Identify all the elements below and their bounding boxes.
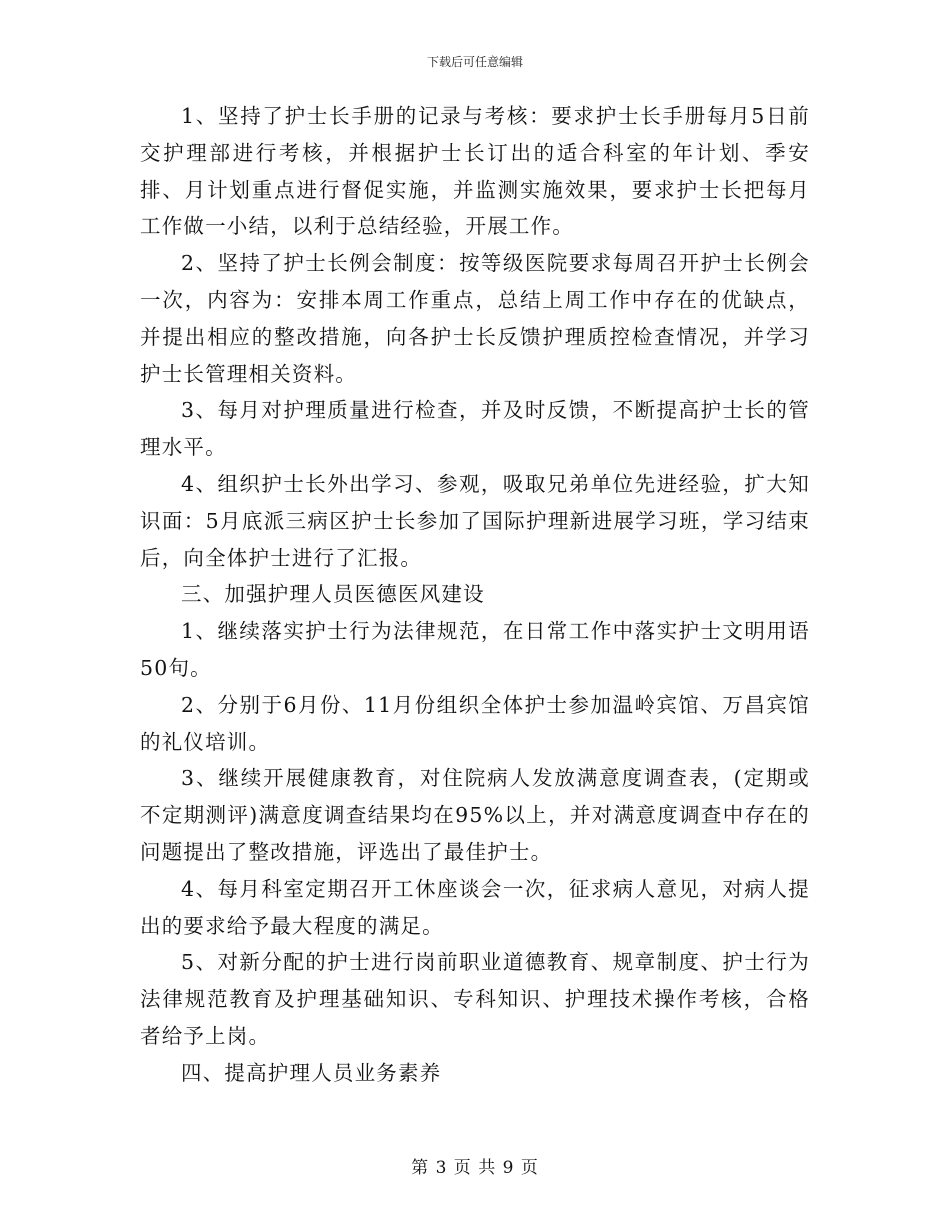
paragraph-7: 3、继续开展健康教育，对住院病人发放满意度调查表，(定期或不定期测评)满意度调查结果均在95%以上，并对满意度调查中存在的问题提出了整改措施，评选出了最佳护士。 xyxy=(140,766,810,864)
section-heading-3: 三、加强护理人员医德医风建设 xyxy=(181,582,485,607)
paragraph-1: 1、坚持了护士长手册的记录与考核：要求护士长手册每月5日前交护理部进行考核，并根据护士长订出的适合科室的年计划、季安排、月计划重点进行督促实施，并监测实施效果，要求护士长把每月工作做一小结，以利于总结经验，开展工作。 xyxy=(140,104,810,239)
paragraph-5: 1、继续落实护士行为法律规范，在日常工作中落实护士文明用语50句。 xyxy=(140,619,810,680)
paragraph-9: 5、对新分配的护士进行岗前职业道德教育、规章制度、护士行为法律规范教育及护理基础知识、专科知识、护理技术操作考核，合格者给予上岗。 xyxy=(140,950,810,1048)
paragraph-3: 3、每月对护理质量进行检查，并及时反馈，不断提高护士长的管理水平。 xyxy=(140,398,810,460)
page-header: 下载后可任意编辑 xyxy=(426,55,523,69)
paragraph-2: 2、坚持了护士长例会制度：按等级医院要求每周召开护士长例会一次，内容为：安排本周工作重点，总结上周工作中存在的优缺点，并提出相应的整改措施，向各护士长反馈护理质控检查情况，并学习护士长管理相关资料。 xyxy=(140,251,810,386)
paragraph-4: 4、组织护士长外出学习、参观，吸取兄弟单位先进经验，扩大知识面：5月底派三病区护士长参加了国际护理新进展学习班，学习结束后，向全体护士进行了汇报。 xyxy=(140,471,810,570)
section-heading-4: 四、提高护理人员业务素养 xyxy=(181,1060,442,1085)
paragraph-8: 4、每月科室定期召开工休座谈会一次，征求病人意见，对病人提出的要求给予最大程度的满足。 xyxy=(140,876,810,938)
page-footer: 第 3 页 共 9 页 xyxy=(411,1158,539,1178)
paragraph-6: 2、分别于6月份、11月份组织全体护士参加温岭宾馆、万昌宾馆的礼仪培训。 xyxy=(140,692,810,754)
document-body xyxy=(140,98,810,1092)
